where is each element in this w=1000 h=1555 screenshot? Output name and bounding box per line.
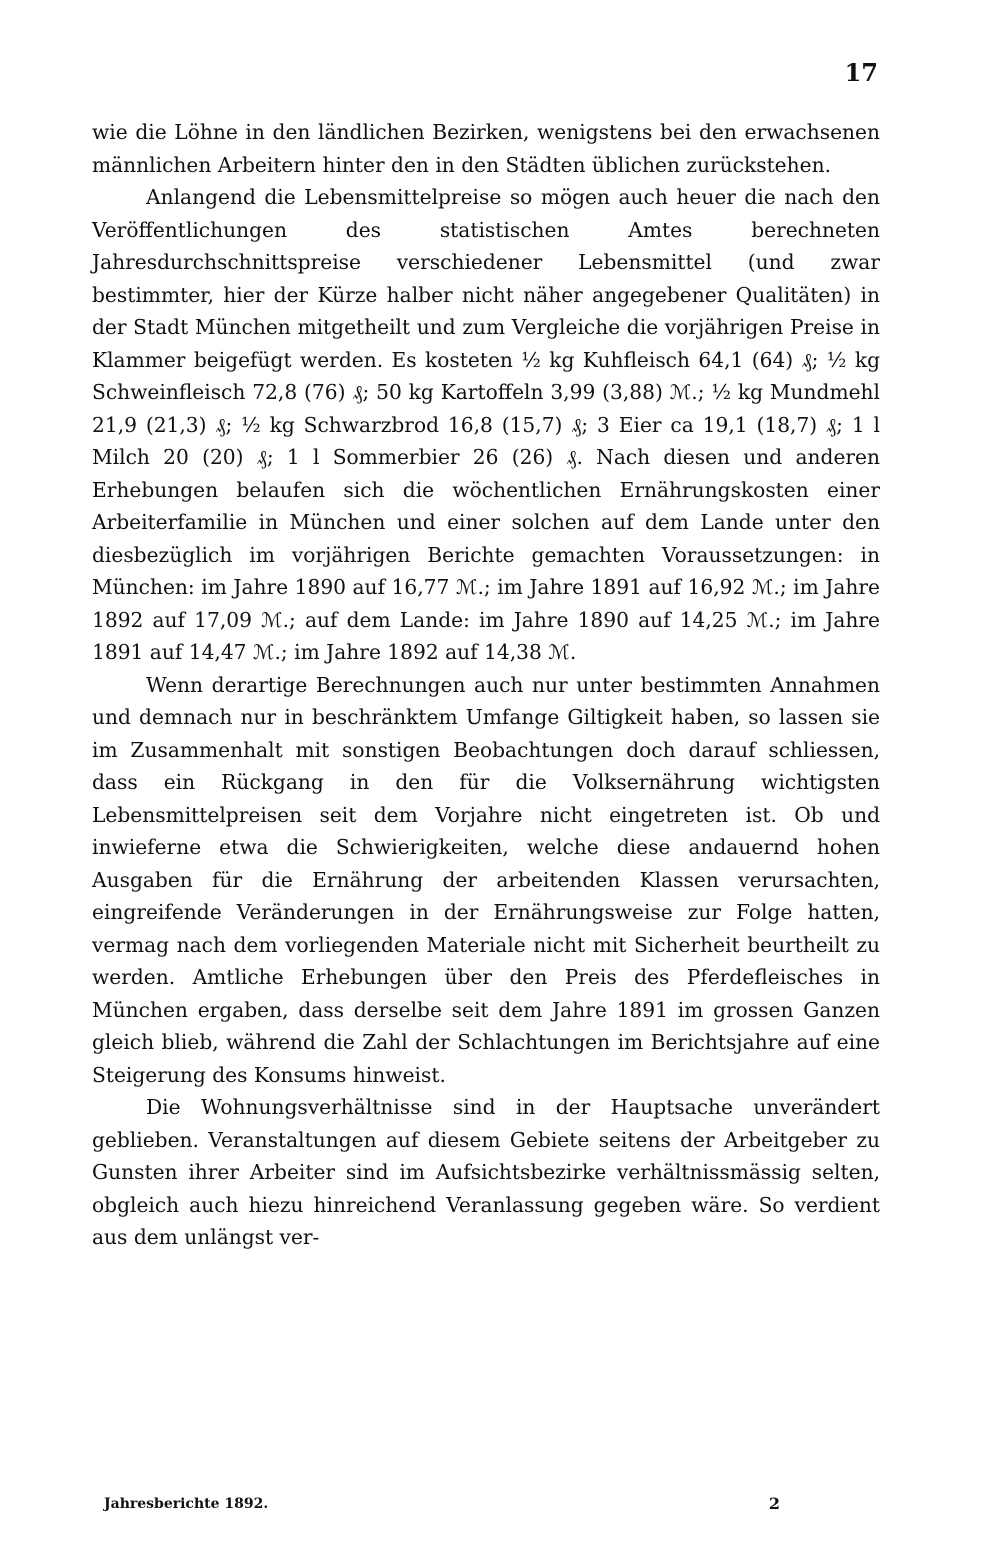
footer-source: Jahresberichte 1892. bbox=[104, 1496, 269, 1512]
page-footer bbox=[104, 1496, 780, 1512]
page-number: 17 bbox=[844, 58, 878, 87]
paragraph-1: wie die Löhne in den ländlichen Bezirken, wenigstens bei den erwachsenen männlichen Arbeitern hinter den in den Städten üblichen zurückstehen. bbox=[92, 120, 880, 177]
paragraph-4: Die Wohnungsverhältnisse sind in der Hauptsache unverändert geblieben. Veranstaltungen auf diesem Gebiete seitens der Arbeitgeber zu Gunsten ihrer Arbeiter sind im Aufsichtsbezirke verhältnissmässig selten, obgleich auch hiezu hinreichend Veranlassung gegeben wäre. So verdient aus dem unlängst ver- bbox=[92, 1095, 880, 1249]
paragraph-3: Wenn derartige Berechnungen auch nur unter bestimmten Annahmen und demnach nur in beschränktem Umfange Giltigkeit haben, so lassen sie im Zusammenhalt mit sonstigen Beobachtungen doch darauf schliessen, dass ein Rückgang in den für die Volksernährung wichtigsten Lebensmittelpreisen seit dem Vorjahre nicht eingetreten ist. Ob und inwieferne etwa die Schwierigkeiten, welche diese andauernd hohen Ausgaben für die Ernährung der arbeitenden Klassen verursachten, eingreifende Veränderungen in der Ernährungsweise zur Folge hatten, vermag nach dem vorliegenden Materiale nicht mit Sicherheit beurtheilt zu werden. Amtliche Erhebungen über den Preis des Pferdefleisches in München ergaben, dass derselbe seit dem Jahre 1891 im grossen Ganzen gleich blieb, während die Zahl der Schlachtungen im Berichtsjahre auf eine Steigerung des Konsums hinweist. bbox=[92, 672, 880, 1087]
paragraph-2: Anlangend die Lebensmittelpreise so mögen auch heuer die nach den Veröffentlichungen des statistischen Amtes berechneten Jahresdurchschnittspreise verschiedener Lebensmittel (und zwar bestimmter, hier der Kürze halber nicht näher angegebener Qualitäten) in der Stadt München mitgetheilt und zum Vergleiche die vorjährigen Preise in Klammer beigefügt werden. Es kosteten ½ kg Kuhfleisch 64,1 (64) ₰; ½ kg Schweinfleisch 72,8 (76) ₰; 50 kg Kartoffeln 3,99 (3,88) ℳ.; ½ kg Mundmehl 21,9 (21,3) ₰; ½ kg Schwarzbrod 16,8 (15,7) ₰; 3 Eier ca 19,1 (18,7) ₰; 1 l Milch 20 (20) ₰; 1 l Sommerbier 26 (26) ₰. Nach diesen und anderen Erhebungen belaufen sich die wöchentlichen Ernährungskosten einer Arbeiterfamilie in München und einer solchen auf dem Lande unter den diesbezüglich im vorjährigen Berichte gemachten Voraussetzungen: in München: im Jahre 1890 auf 16,77 ℳ.; im Jahre 1891 auf 16,92 ℳ.; im Jahre 1892 auf 17,09 ℳ.; auf dem Lande: im Jahre 1890 auf 14,25 ℳ.; im Jahre 1891 auf 14,47 ℳ.; im Jahre 1892 auf 14,38 ℳ. bbox=[92, 185, 880, 664]
body-text bbox=[92, 116, 880, 1254]
footer-signature: 2 bbox=[768, 1494, 780, 1513]
